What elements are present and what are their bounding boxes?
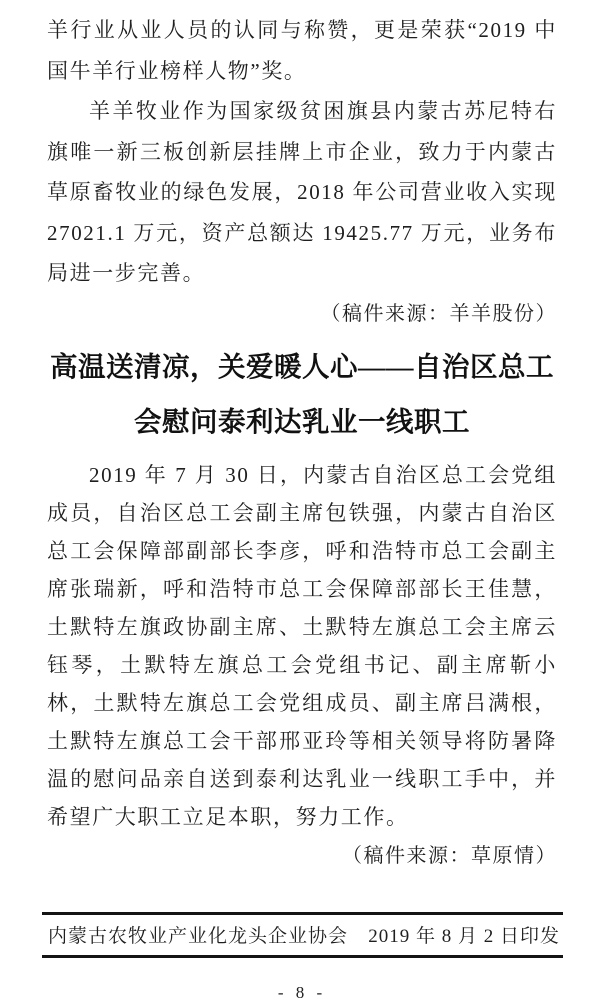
page-number: - 8 -: [277, 982, 327, 1002]
footer-print-date: 2019 年 8 月 2 日印发: [368, 925, 560, 947]
paragraph-union-visit: 2019 年 7 月 30 日，内蒙古自治区总工会党组成员，自治区总工会副主席包铁强，内蒙古自治区总工会保障部副部长李彦，呼和浩特市总工会副主席张瑞新，呼和浩特市总工会保障部部长王佳慧，土默特左旗政协副主席、土默特左旗总工会主席云钰琴，土默特左旗总工会党组书记、副主席靳小林，土默特左旗总工会党组成员、副主席吕满根，土默特左旗总工会干部邢亚玲等相关领导将防暑降温的慰问品亲自送到泰利达乳业一线职工手中，并希望广大职工立足本职，努力工作。: [47, 462, 557, 829]
source-attribution-union: （稿件来源：草原情）: [342, 844, 557, 867]
paragraph-sheep-award-continuation: 羊行业从业人员的认同与称赞，更是荣获“2019 中国牛羊行业榜样人物”奖。: [47, 18, 557, 83]
paragraph-sheep-company: 羊羊牧业作为国家级贫困旗县内蒙古苏尼特右旗唯一新三板创新层挂牌上市企业，致力于内蒙古草原畜牧业的绿色发展，2018 年公司营业收入实现 27021.1 万元，资产总额达 19425.77 万元，业务布局进一步完善。: [47, 99, 557, 285]
article-headline-union-visit: 高温送清凉，关爱暖人心——自治区总工会慰问泰利达乳业一线职工: [50, 350, 554, 437]
footer-imprint-band: [42, 912, 563, 958]
source-attribution-sheep: （稿件来源：羊羊股份）: [320, 302, 557, 325]
footer-issuer: 内蒙古农牧业产业化龙头企业协会: [48, 925, 349, 947]
